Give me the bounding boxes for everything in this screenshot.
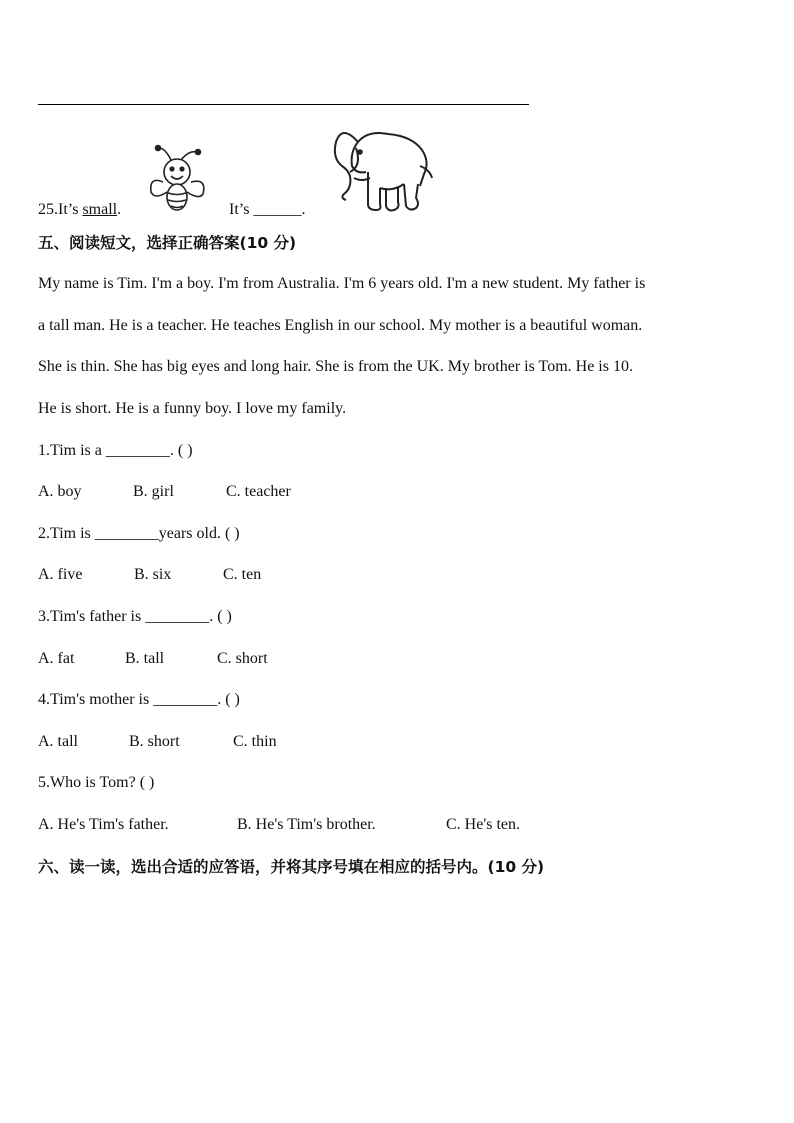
question-stem: 2.Tim is ________years old. ( ) bbox=[38, 525, 240, 542]
section-6-title: 六、读一读，选出合适的应答语，并将其序号填在相应的括号内。(10 分) bbox=[38, 858, 545, 876]
option-a[interactable]: A. He's Tim's father. bbox=[38, 816, 169, 833]
passage-line: He is short. He is a funny boy. I love my family. bbox=[38, 400, 347, 417]
passage-line: My name is Tim. I'm a boy. I'm from Australia. I'm 6 years old. I'm a new student. My father is bbox=[38, 275, 646, 292]
question-options bbox=[38, 482, 291, 502]
passage-line: a tall man. He is a teacher. He teaches English in our school. My mother is a beautiful woman. bbox=[38, 317, 643, 334]
option-b[interactable]: B. He's Tim's brother. bbox=[237, 816, 376, 833]
option-c[interactable]: C. ten bbox=[223, 566, 262, 583]
question-25-second bbox=[229, 200, 305, 220]
option-c[interactable]: C. thin bbox=[233, 733, 277, 750]
option-a[interactable]: A. five bbox=[38, 566, 83, 583]
q25-prefix: 25.It’s bbox=[38, 201, 83, 218]
question-options bbox=[38, 565, 261, 585]
option-c[interactable]: C. He's ten. bbox=[446, 816, 520, 833]
question-stem: 4.Tim's mother is ________. ( ) bbox=[38, 691, 240, 708]
option-b[interactable]: B. short bbox=[129, 733, 180, 750]
question-stem: 5.Who is Tom? ( ) bbox=[38, 774, 155, 791]
q25-word: small bbox=[82, 201, 118, 218]
option-b[interactable]: B. tall bbox=[125, 650, 165, 667]
question-stem: 1.Tim is a ________. ( ) bbox=[38, 442, 193, 459]
question-stem: 3.Tim's father is ________. ( ) bbox=[38, 608, 232, 625]
answer-line bbox=[38, 104, 529, 105]
option-c[interactable]: C. short bbox=[217, 650, 268, 667]
section-5-title: 五、阅读短文，选择正确答案(10 分) bbox=[38, 234, 297, 252]
q25-second-blank: It’s ______. bbox=[229, 201, 306, 218]
option-b[interactable]: B. girl bbox=[133, 483, 174, 500]
option-b[interactable]: B. six bbox=[134, 566, 172, 583]
passage-line: She is thin. She has big eyes and long hair. She is from the UK. My brother is Tom. He is 10. bbox=[38, 358, 633, 375]
option-a[interactable]: A. fat bbox=[38, 650, 75, 667]
option-a[interactable]: A. tall bbox=[38, 733, 78, 750]
question-25 bbox=[38, 200, 121, 220]
q25-dot: . bbox=[117, 201, 122, 218]
option-a[interactable]: A. boy bbox=[38, 483, 82, 500]
question-options bbox=[38, 815, 520, 835]
question-options bbox=[38, 649, 268, 669]
bee-picture bbox=[145, 142, 209, 216]
question-options bbox=[38, 732, 277, 752]
elephant-picture bbox=[328, 122, 436, 216]
option-c[interactable]: C. teacher bbox=[226, 483, 291, 500]
